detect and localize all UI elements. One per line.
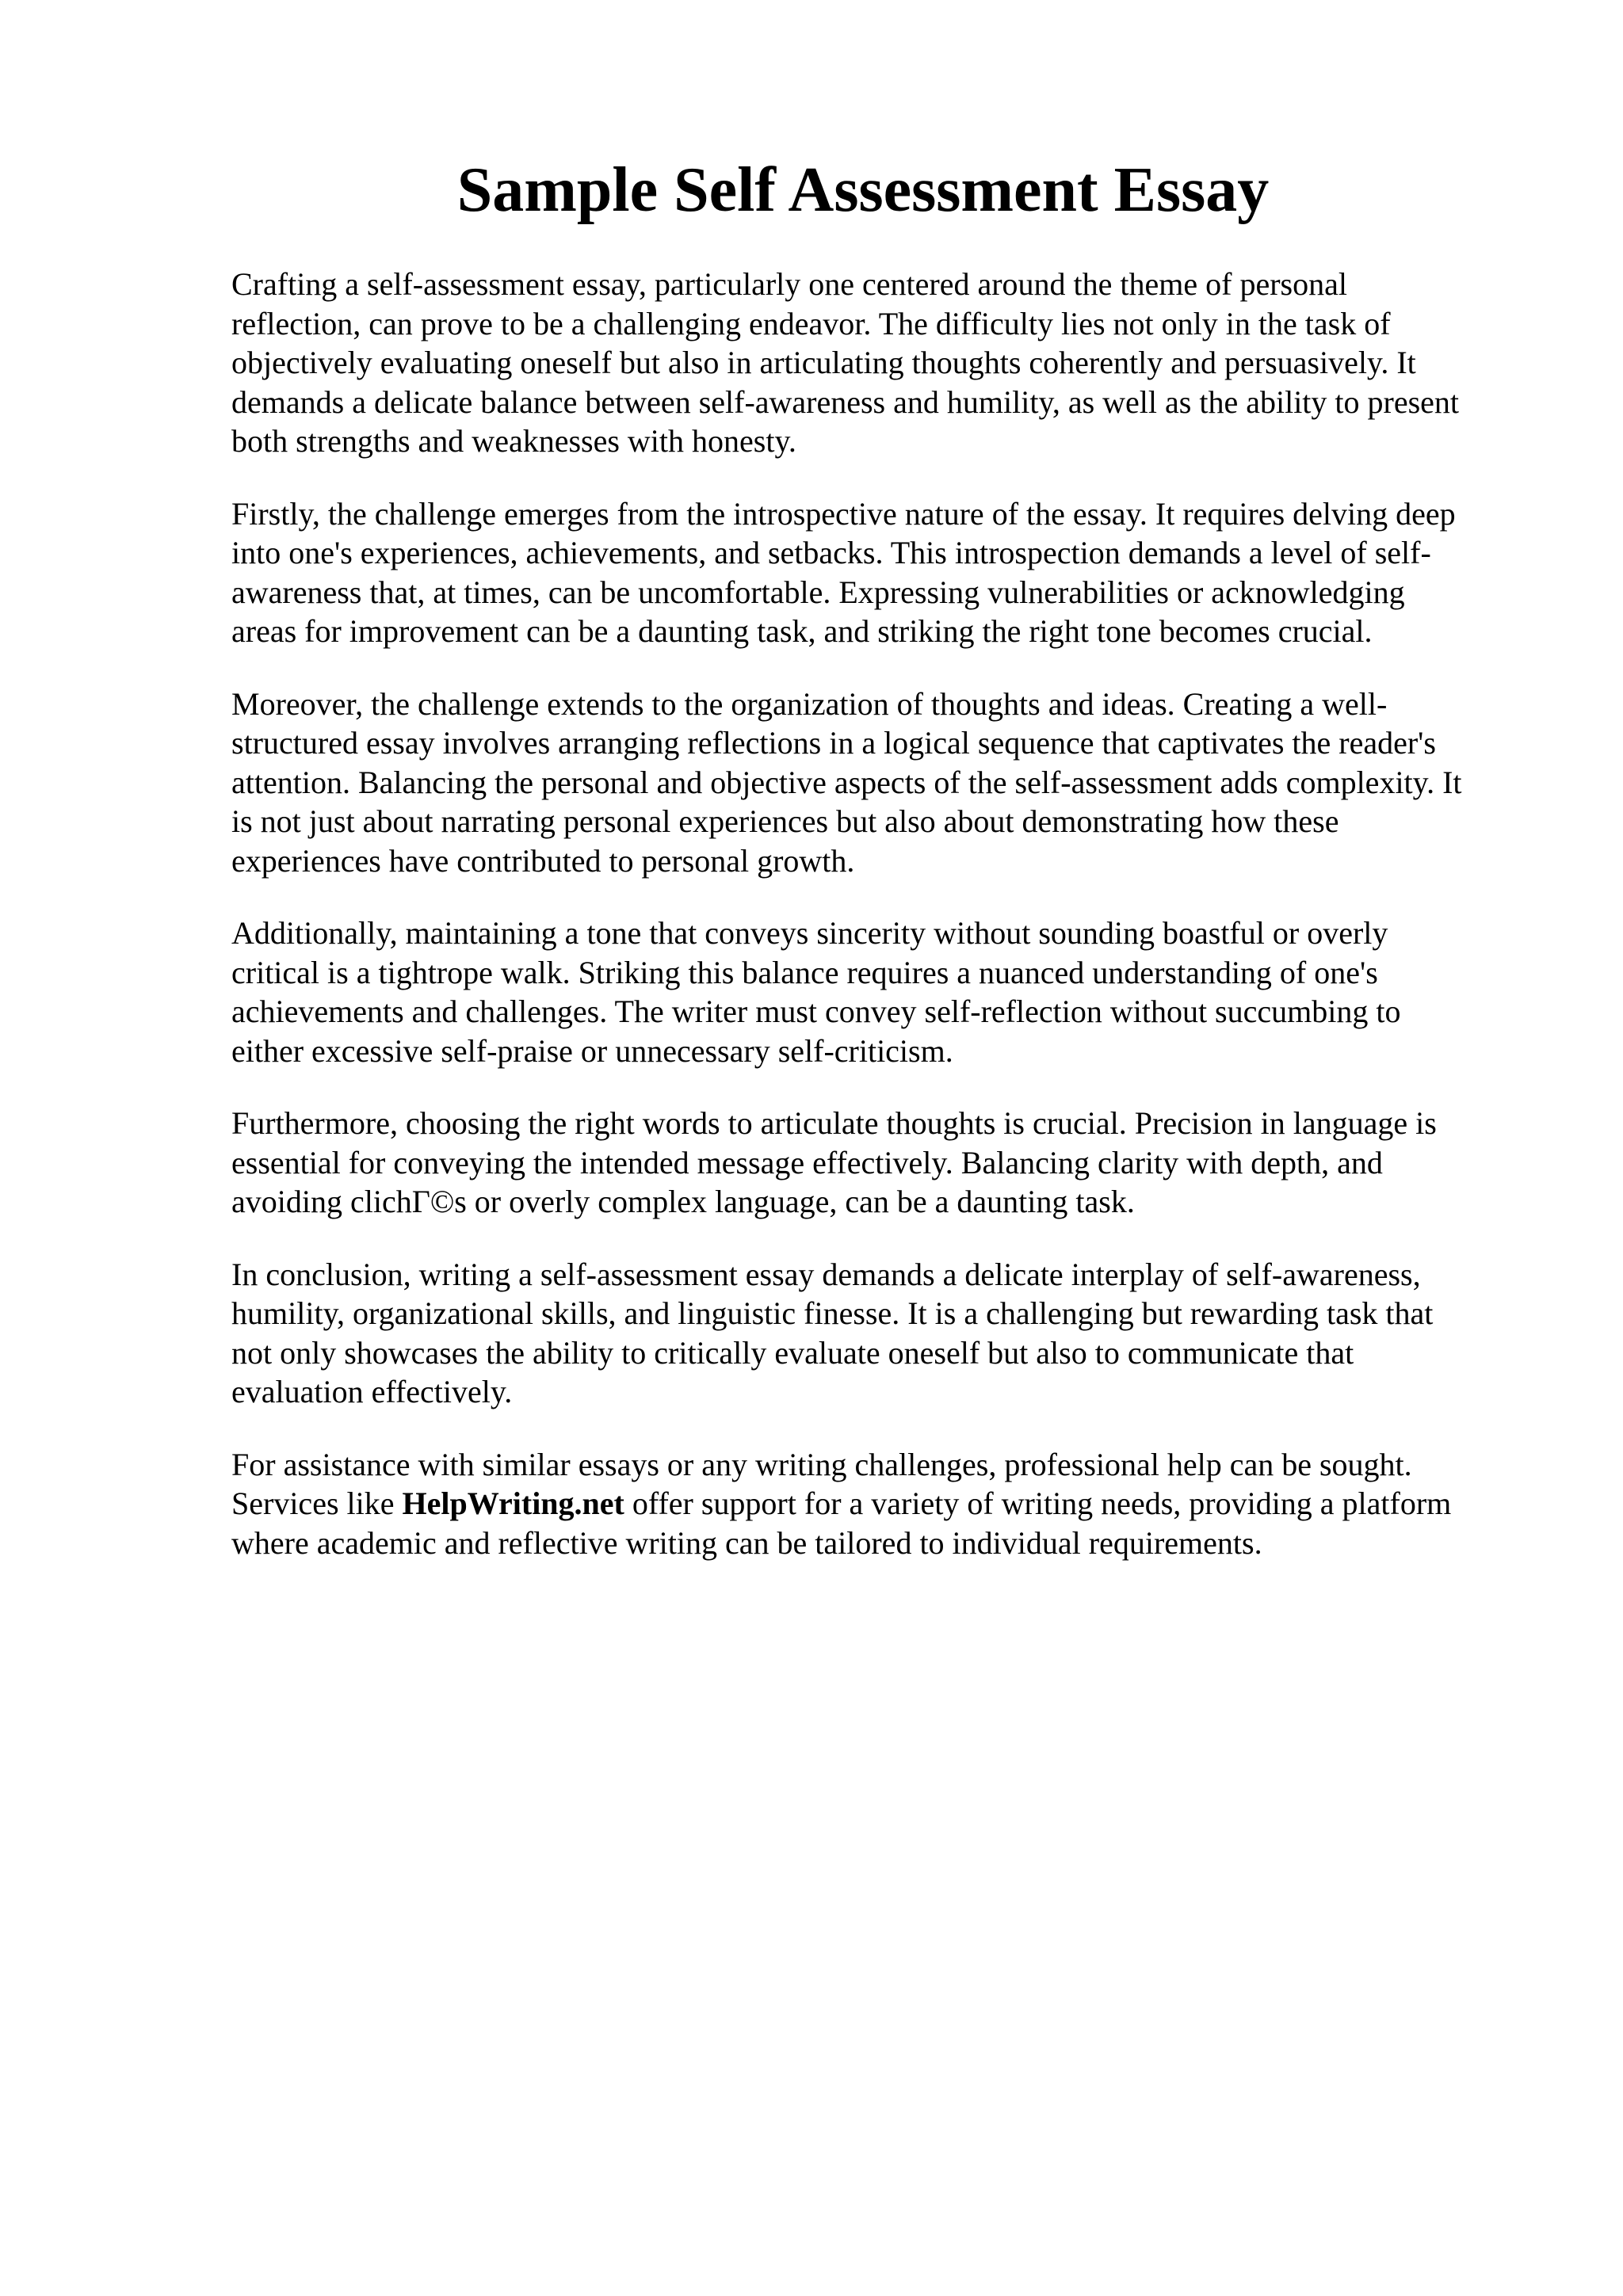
text-line: where academic and reflective writing can be tailored to individual requirements. [231,1524,1262,1561]
document-body [231,265,1515,1596]
text-line: experiences have contributed to personal growth. [231,842,855,879]
text-line: Moreover, the challenge extends to the organization of thoughts and ideas. Creating a well- [231,685,1388,722]
text-line: both strengths and weaknesses with honesty. [231,423,796,459]
text-line: structured essay involves arranging reflections in a logical sequence that captivates the reader's [231,725,1436,761]
text-fragment: offer support for a variety of writing needs, providing a platform [624,1486,1452,1521]
text-line: is not just about narrating personal experiences but also about demonstrating how these [231,803,1339,839]
text-line: avoiding clichΓ©s or overly complex language, can be a daunting task. [231,1184,1135,1219]
text-line: achievements and challenges. The writer must convey self-reflection without succumbing to [231,994,1401,1029]
text-line: humility, organizational skills, and linguistic finesse. It is a challenging but rewarding task that [231,1295,1434,1331]
text-line: evaluation effectively. [231,1374,513,1409]
text-line: essential for conveying the intended message effectively. Balancing clarity with depth, and [231,1144,1383,1180]
text-line: reflection, can prove to be a challenging endeavor. The difficulty lies not only in the task of [231,305,1391,341]
text-line-with-brand [231,1484,1515,1524]
text-line: Additionally, maintaining a tone that conveys sincerity without sounding boastful or overly [231,915,1388,951]
text-line: demands a delicate balance between self-awareness and humility, as well as the ability to present [231,383,1460,420]
text-line: critical is a tightrope walk. Striking this balance requires a nuanced understanding of one's [231,954,1378,990]
text-line: into one's experiences, achievements, and setbacks. This introspection demands a level of self- [231,535,1431,570]
paragraph-firstly [231,494,1515,651]
paragraph-closing [231,1445,1515,1563]
paragraph-conclusion [231,1255,1515,1412]
document-title: Sample Self Assessment Essay [456,155,1270,225]
text-line: Firstly, the challenge emerges from the introspective nature of the essay. It requires delving deep [231,495,1456,532]
text-line: In conclusion, writing a self-assessment essay demands a delicate interplay of self-awareness, [231,1256,1421,1292]
helpwriting-brand: HelpWriting.net [402,1486,624,1521]
text-line: objectively evaluating oneself but also in articulating thoughts coherently and persuasively. It [231,345,1416,380]
text-line: For assistance with similar essays or any writing challenges, professional help can be sought. [231,1446,1412,1482]
text-line: attention. Balancing the personal and objective aspects of the self-assessment adds complexity. It [231,764,1462,800]
paragraph-additionally [231,913,1515,1070]
text-line: either excessive self-praise or unnecessary self-criticism. [231,1032,953,1069]
text-line: not only showcases the ability to critically evaluate oneself but also to communicate that [231,1334,1354,1371]
paragraph-moreover [231,685,1515,881]
text-line: Crafting a self-assessment essay, particularly one centered around the theme of personal [231,266,1347,302]
text-line: areas for improvement can be a daunting task, and striking the right tone becomes crucial. [231,613,1373,649]
text-line: Furthermore, choosing the right words to articulate thoughts is crucial. Precision in language is [231,1105,1437,1141]
paragraph-intro [231,265,1515,461]
text-fragment: Services like [231,1486,403,1521]
paragraph-furthermore [231,1104,1515,1222]
text-line: awareness that, at times, can be uncomfortable. Expressing vulnerabilities or acknowledging [231,574,1405,610]
